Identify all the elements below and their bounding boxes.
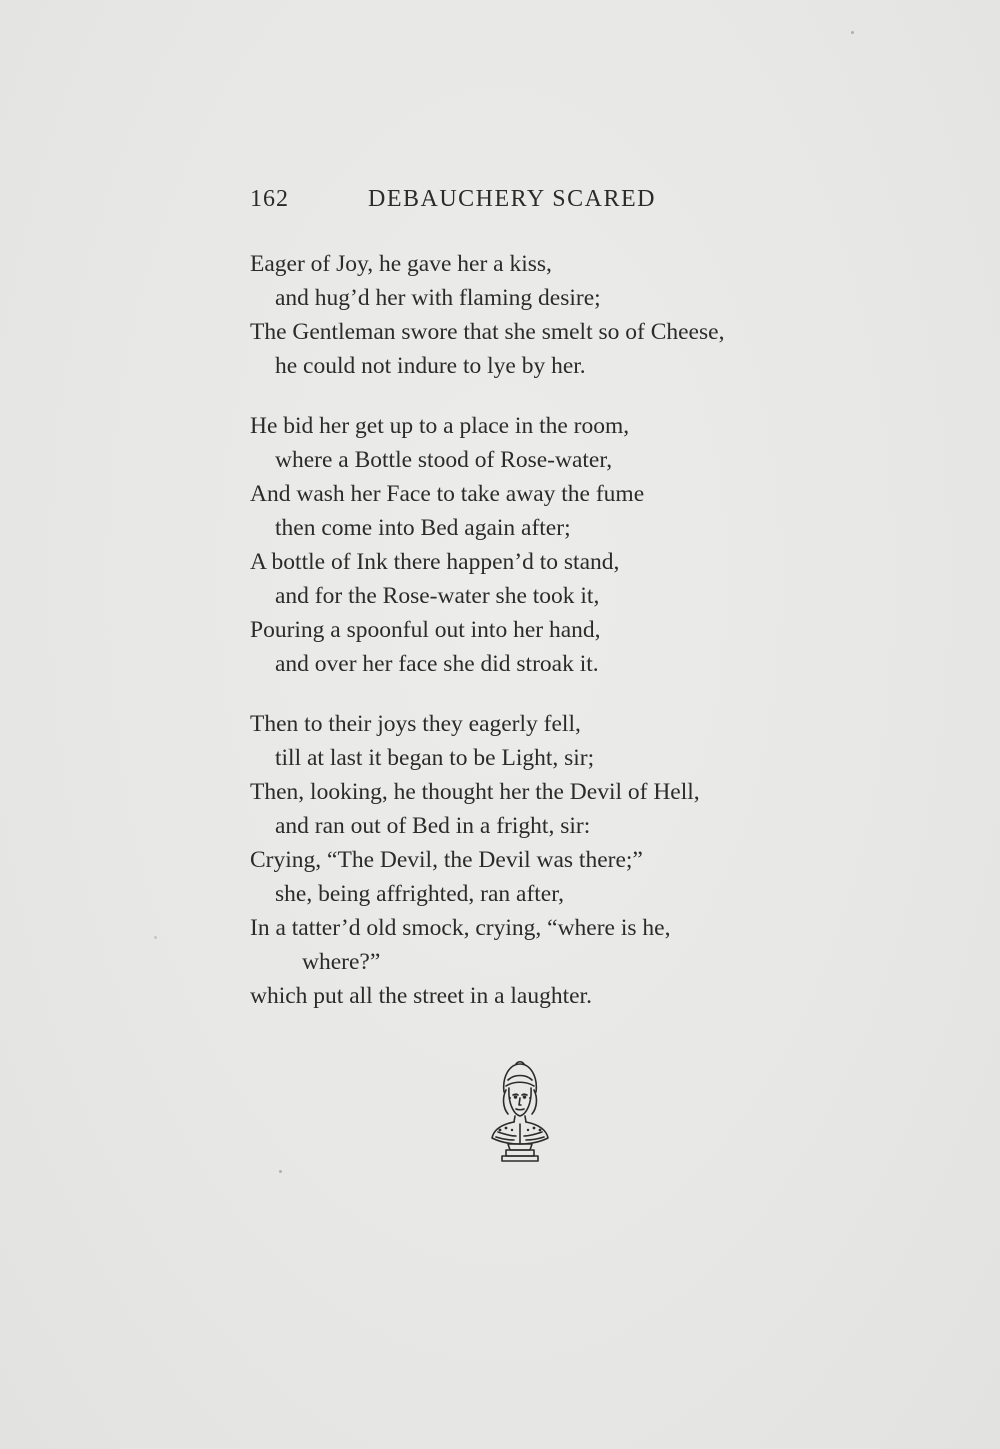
running-title: DEBAUCHERY SCARED (368, 186, 656, 212)
page-header (250, 186, 810, 226)
paper-speck (279, 1170, 282, 1173)
poem-line: which put all the street in a laughter. (250, 983, 592, 1009)
page-number: 162 (250, 186, 289, 212)
paper-speck (154, 936, 157, 939)
poem (250, 247, 810, 1039)
poem-line: where a Bottle stood of Rose-water, (275, 447, 613, 473)
stanza-3 (250, 707, 810, 1013)
poem-line: where?” (302, 949, 381, 975)
poem-line: And wash her Face to take away the fume (250, 481, 645, 507)
poem-line: she, being affrighted, ran after, (275, 881, 564, 907)
poem-line: and ran out of Bed in a fright, sir: (275, 813, 591, 839)
paper-speck (851, 31, 854, 34)
poem-line: till at last it began to be Light, sir; (275, 745, 595, 771)
poem-line: and hug’d her with flaming desire; (275, 285, 601, 311)
poem-line: Pouring a spoonful out into her hand, (250, 617, 601, 643)
poem-line: The Gentleman swore that she smelt so of Cheese, (250, 319, 725, 345)
poem-line: he could not indure to lye by her. (275, 353, 586, 379)
poem-line: then come into Bed again after; (275, 515, 571, 541)
poem-line: He bid her get up to a place in the room, (250, 413, 630, 439)
poem-line: Then to their joys they eagerly fell, (250, 711, 581, 737)
stanza-1 (250, 247, 810, 383)
poem-line: A bottle of Ink there happen’d to stand, (250, 549, 620, 575)
poem-line: Eager of Joy, he gave her a kiss, (250, 251, 552, 277)
stanza-2 (250, 409, 810, 681)
poem-line: and for the Rose-water she took it, (275, 583, 600, 609)
poem-line: Crying, “The Devil, the Devil was there;” (250, 847, 643, 873)
poem-line: Then, looking, he thought her the Devil of Hell, (250, 779, 700, 805)
poem-line: and over her face she did stroak it. (275, 651, 599, 677)
bust-ornament-icon (486, 1058, 554, 1164)
poem-line: In a tatter’d old smock, crying, “where is he, (250, 915, 671, 941)
